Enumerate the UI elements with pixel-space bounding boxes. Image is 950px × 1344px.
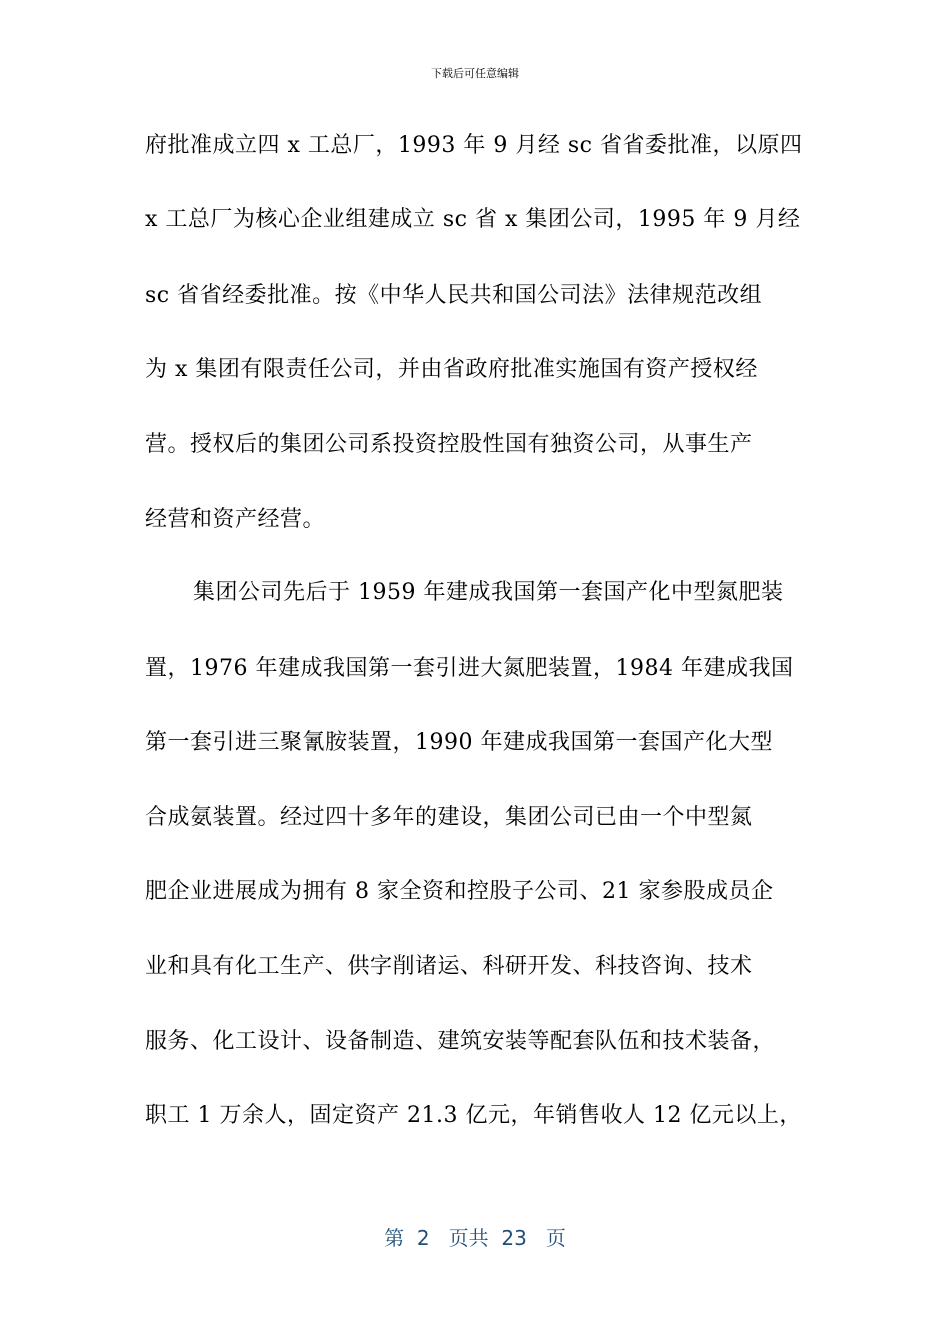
page-header: 下载后可任意编辑 [431, 67, 519, 80]
text-line: 集团公司先后于 1959 年建成我国第一套国产化中型氮肥装 [193, 580, 784, 605]
text-line: 职工 1 万余人，固定资产 21.3 亿元，年销售收人 12 亿元以上， [145, 1103, 802, 1128]
page-number-footer: 第 2 页共 23 页 [384, 1226, 566, 1250]
text-line: 服务、化工设计、设备制造、建筑安装等配套队伍和技术装备， [145, 1029, 776, 1054]
text-line: 为 x 集团有限责任公司，并由省政府批准实施国有资产授权经 [145, 357, 758, 382]
text-line: sc 省省经委批准。按《中华人民共和国公司法》法律规范改组 [145, 283, 763, 308]
text-line: 府批准成立四 x 工总厂，1993 年 9 月经 sc 省省委批准，以原四 [145, 133, 803, 158]
text-line: 肥企业进展成为拥有 8 家全资和控股子公司、21 家参股成员企 [145, 879, 774, 904]
text-line: x 工总厂为核心企业组建成立 sc 省 x 集团公司，1995 年 9 月经 [145, 207, 801, 232]
text-line: 置，1976 年建成我国第一套引进大氮肥装置，1984 年建成我国 [145, 656, 794, 681]
text-line: 第一套引进三聚氰胺装置，1990 年建成我国第一套国产化大型 [145, 730, 773, 755]
text-line: 合成氨装置。经过四十多年的建设，集团公司已由一个中型氮 [145, 805, 753, 830]
text-line: 经营和资产经营。 [145, 507, 326, 532]
text-line: 营。授权后的集团公司系投资控股性国有独资公司，从事生产 [145, 432, 753, 457]
text-line: 业和具有化工生产、供字削诸运、科研开发、科技咨询、技术 [145, 954, 753, 979]
